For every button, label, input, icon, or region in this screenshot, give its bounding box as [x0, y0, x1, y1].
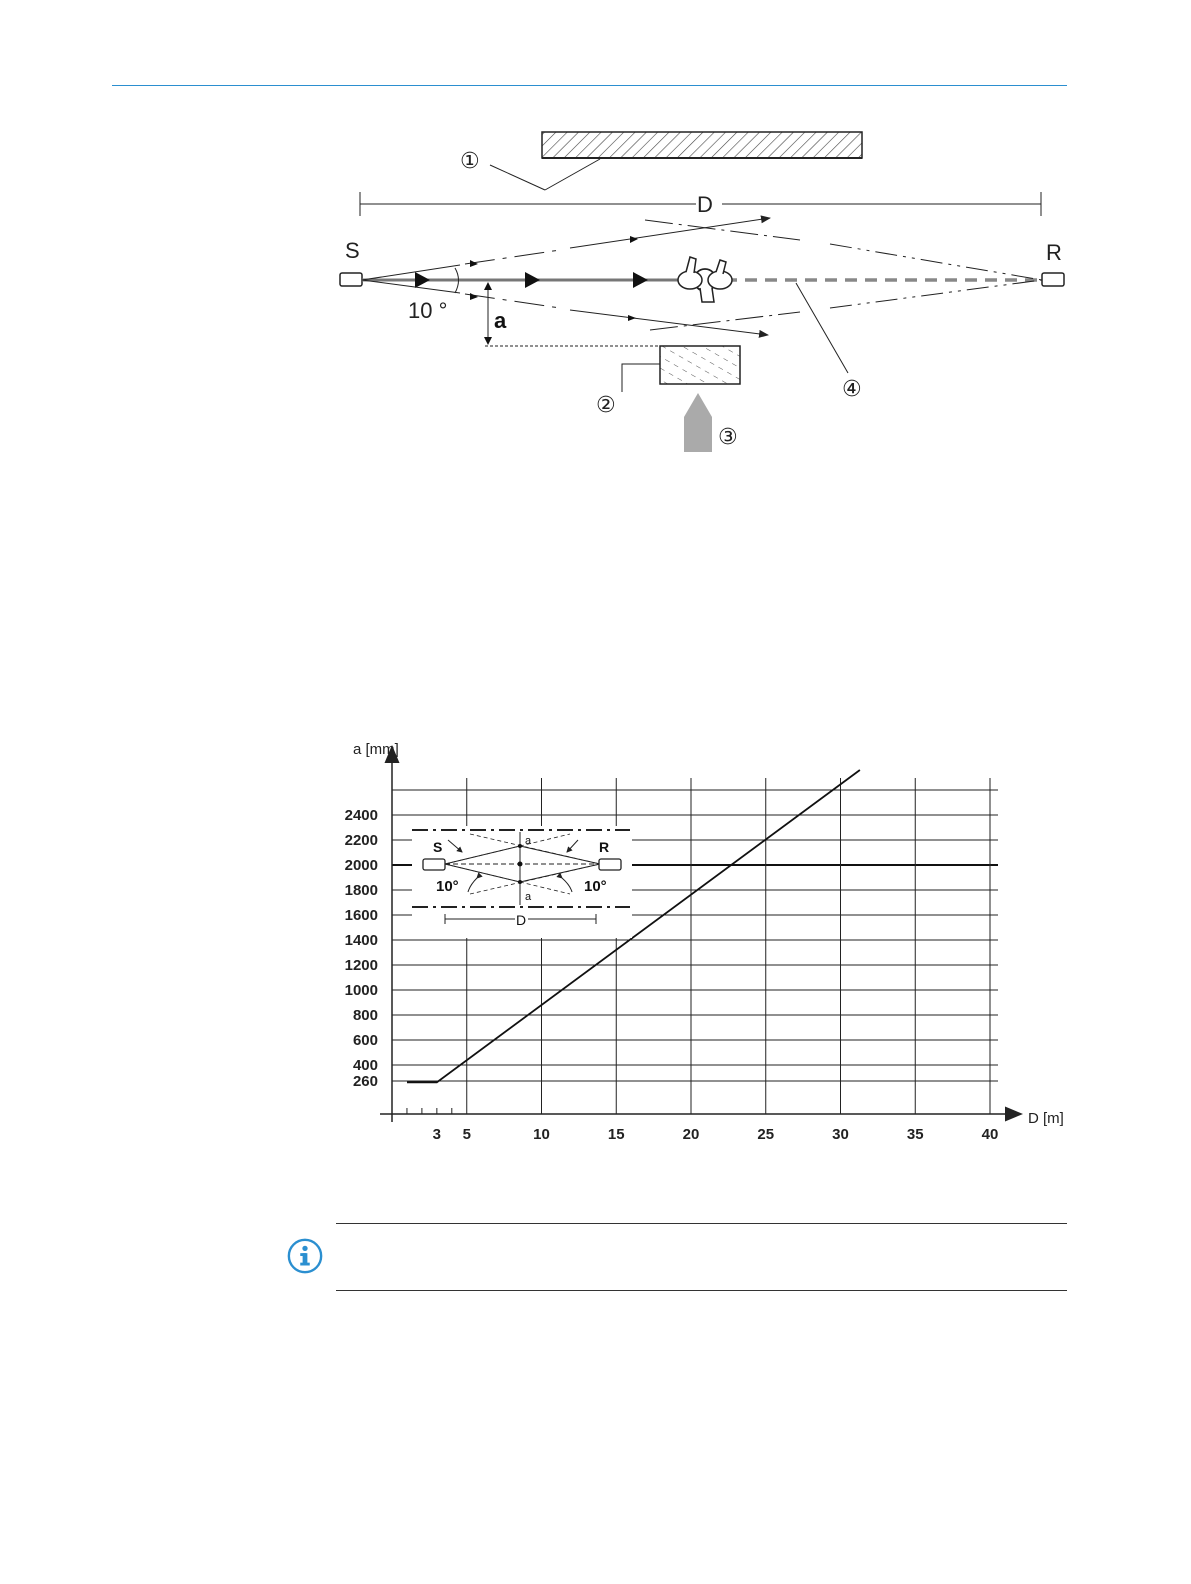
y-tick-label-400: 400 [352, 1057, 378, 1074]
x-tick-label-20: 20 [682, 1126, 700, 1143]
clearance-label: a [494, 308, 507, 333]
y-tick-label-2400: 2400 [344, 807, 378, 824]
x-tick-label-15: 15 [607, 1126, 625, 1143]
y-tick-label-1400: 1400 [344, 932, 378, 949]
inset-a-bottom: a [525, 891, 532, 903]
x-axis-title: D [m] [1028, 1110, 1064, 1127]
inset-angle-right: 10° [584, 878, 607, 895]
receiver-label: R [1046, 240, 1062, 265]
x-tick-label-3: 3 [432, 1126, 442, 1143]
distance-label: D [697, 192, 713, 217]
x-tick-label-25: 25 [757, 1126, 775, 1143]
y-tick-label-2200: 2200 [344, 832, 378, 849]
y-axis-title: a [mm] [353, 741, 399, 758]
inset-distance-label: D [516, 912, 527, 928]
callout-4 [842, 376, 862, 401]
svg-text:①: ① [460, 148, 480, 173]
header-rule [112, 85, 1067, 86]
y-tick-label-1200: 1200 [344, 957, 378, 974]
x-tick-label-30: 30 [832, 1126, 849, 1143]
sender-device [340, 273, 362, 286]
person-figure [678, 257, 732, 302]
angle-label: 10 ° [408, 298, 448, 323]
x-tick-label-10: 10 [533, 1126, 550, 1143]
y-tick-label-600: 600 [352, 1032, 378, 1049]
y-tick-label-260: 260 [352, 1073, 378, 1090]
inset-diagram [412, 826, 632, 938]
callout-1 [460, 148, 480, 173]
inset-receiver-label: R [599, 839, 610, 855]
note-bottom-rule [336, 1290, 1067, 1291]
callout-2 [596, 392, 616, 417]
x-tick-label-5: 5 [462, 1126, 471, 1143]
y-tick-label-2000: 2000 [344, 857, 378, 874]
reflective-wall [542, 132, 862, 158]
svg-text:②: ② [596, 392, 616, 417]
movement-arrow [684, 393, 712, 452]
y-tick-label-800: 800 [352, 1007, 378, 1024]
inset-receiver-device [599, 859, 621, 870]
sender-label: S [345, 238, 360, 263]
obstacle [660, 346, 740, 384]
x-tick-label-40: 40 [981, 1126, 999, 1143]
y-tick-label-1000: 1000 [344, 982, 378, 999]
svg-text:③: ③ [718, 424, 738, 449]
inset-angle-left: 10° [436, 878, 459, 895]
inset-a-top: a [525, 835, 532, 847]
y-tick-label-1800: 1800 [344, 882, 378, 899]
callout-3 [718, 424, 738, 449]
y-ticks [345, 807, 378, 1090]
x-tick-label-35: 35 [906, 1126, 924, 1143]
receiver-device [1042, 273, 1064, 286]
y-tick-label-1600: 1600 [344, 907, 378, 924]
inset-sender-label: S [433, 839, 443, 855]
info-icon [286, 1237, 324, 1275]
note-top-rule [336, 1223, 1067, 1224]
inset-sender-device [423, 859, 445, 870]
svg-text:④: ④ [842, 376, 862, 401]
beam-diagram [330, 120, 1080, 470]
clearance-chart [320, 730, 1080, 1170]
